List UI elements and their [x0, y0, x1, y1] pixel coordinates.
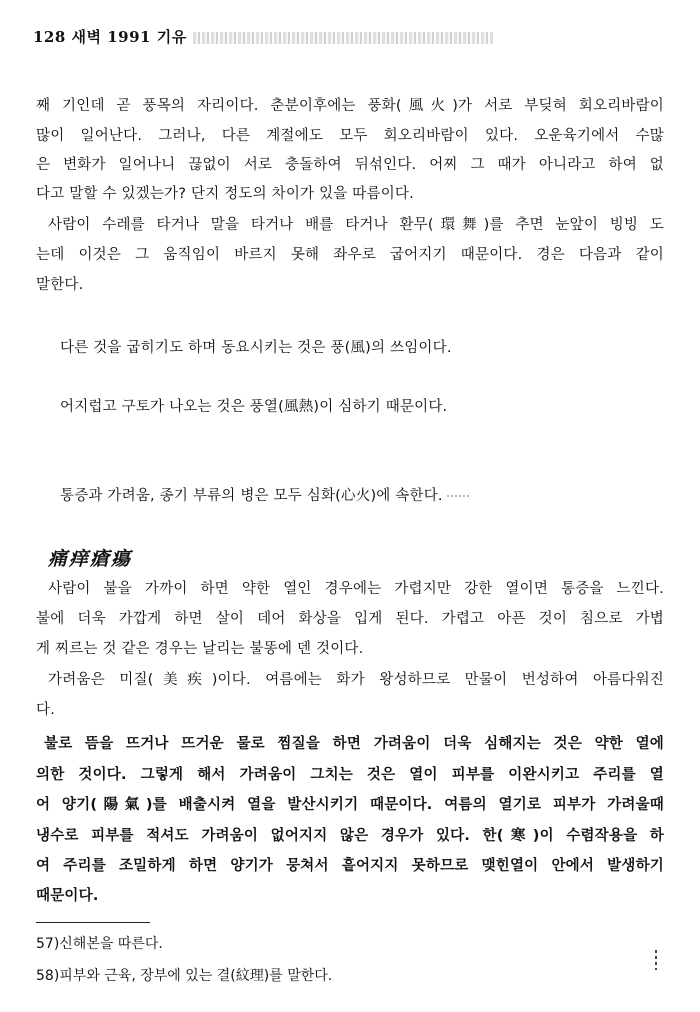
paragraph-1-line-3: 은 변화가 일어나니 끊없이 서로 충돌하여 뒤섞인다. 어찌 그 때가 아니라고 하여 없: [36, 157, 664, 173]
paragraph-5-line-5: 여 주리를 조밀하게 하면 양기가 뭉쳐서 흩어지지 못하므로 맺힌열이 안에서 발생하기: [36, 858, 664, 874]
quote-3: [60, 486, 469, 506]
quote-3-text: 통증과 가려움, 종기 부류의 병은 모두 심화(心火)에 속한다.: [60, 488, 443, 504]
paragraph-1-line-4: 다고 말할 수 있겠는가? 단지 정도의 차이가 있을 따름이다.: [36, 186, 414, 202]
scan-smudge: [193, 32, 493, 44]
paragraph-4-line-1: 가려움은 미질(美疾)이다. 여름에는 화가 왕성하므로 만물이 번성하여 아름다워진: [48, 672, 664, 688]
paragraph-5-line-4: 냉수로 피부를 적셔도 가려움이 없어지지 않은 경우가 있다. 한(寒)이 수렴작용을 하: [36, 828, 664, 844]
paragraph-5-line-2: 의한 것이다. 그렇게 해서 가려움이 그치는 것은 열이 피부를 이완시키고 주리를 열: [36, 767, 664, 783]
scan-edge-mark: [655, 950, 657, 970]
paragraph-3-line-1: 사람이 불을 가까이 하면 약한 열인 경우에는 가렵지만 강한 열이면 통증을 느낀다.: [48, 581, 664, 597]
footnote-58: 58)피부와 근육, 장부에 있는 결(紋理)를 말한다.: [36, 968, 333, 984]
section-title: 痛痒瘡瘍: [48, 548, 133, 570]
paragraph-2-line-2: 는데 이것은 그 움직임이 바르지 못해 좌우로 굽어지기 때문이다. 경은 다음과 같이: [36, 247, 664, 263]
paragraph-5-line-3: 어 양기(陽氣)를 배출시켜 열을 발산시키기 때문이다. 여름의 열기로 피부가 가려울때: [36, 797, 664, 813]
paragraph-3-line-3: 게 찌르는 것 같은 경우는 날리는 불똥에 덴 것이다.: [36, 641, 364, 657]
scan-smudge-dash: [447, 495, 469, 497]
paragraph-5-line-1: 불로 뜸을 뜨거나 뜨거운 물로 찜질을 하면 가려움이 더욱 심해지는 것은 약한 열에: [44, 736, 664, 752]
quote-1: 다른 것을 굽히기도 하며 동요시키는 것은 풍(風)의 쓰임이다.: [60, 340, 452, 356]
footnote-57: 57)신해본을 따른다.: [36, 936, 163, 952]
paragraph-1-line-2: 많이 일어난다. 그러나, 다른 계절에도 모두 회오리바람이 있다. 오운육기에서 수많: [36, 128, 664, 144]
paragraph-4-line-2: 다.: [36, 702, 56, 718]
paragraph-5-line-6: 때문이다.: [36, 888, 99, 904]
paragraph-3-line-2: 불에 더욱 가깝게 하면 살이 데어 화상을 입게 된다. 가렵고 아픈 것이 침으로 가볍: [36, 611, 664, 627]
running-header: [33, 26, 493, 47]
page-header-label: 128 새벽 1991 기유: [33, 28, 187, 46]
paragraph-2-line-1: 사람이 수레를 타거나 말을 타거나 배를 타거나 환무(環舞)를 추면 눈앞이 빙빙 도: [48, 217, 664, 233]
footnote-divider: [36, 922, 150, 923]
quote-2: 어지럽고 구토가 나오는 것은 풍열(風熱)이 심하기 때문이다.: [60, 399, 448, 415]
paragraph-1-line-1: 째 기인데 곧 풍목의 자리이다. 춘분이후에는 풍화(風火)가 서로 부딪혀 회오리바람이: [36, 98, 664, 114]
paragraph-2-line-3: 말한다.: [36, 277, 84, 293]
